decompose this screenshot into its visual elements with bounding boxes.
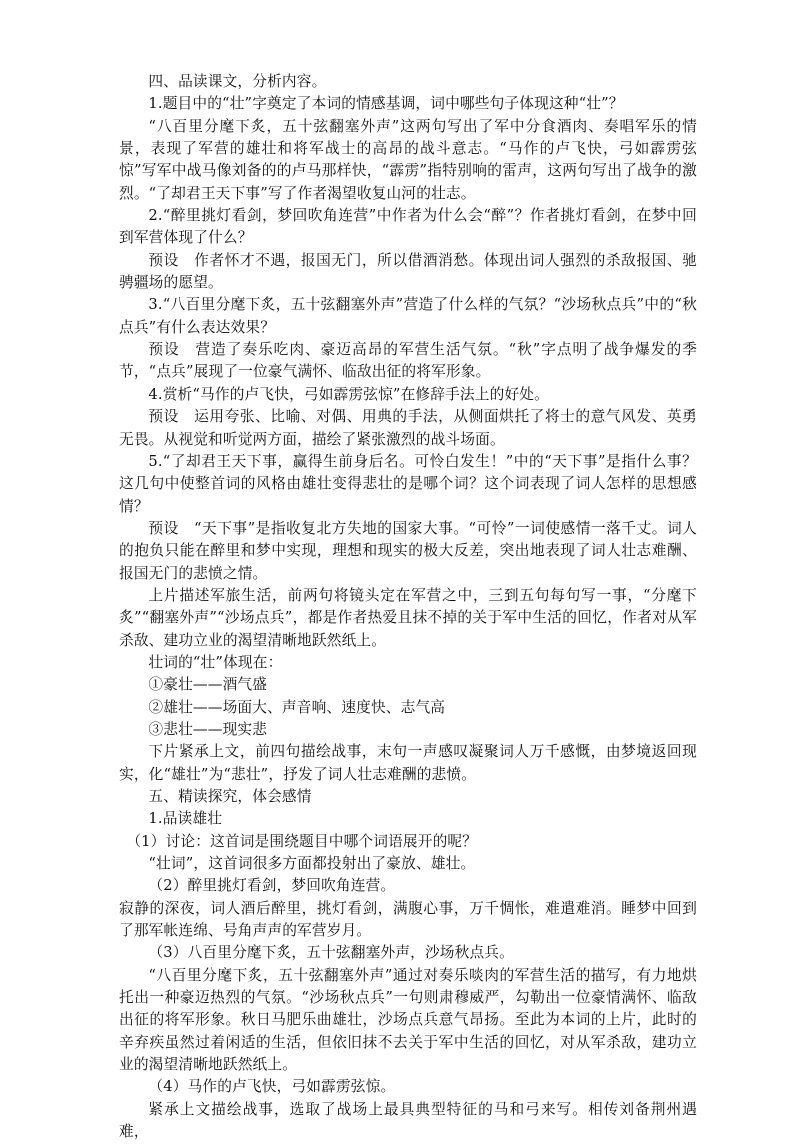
list-item: ③悲壮——现实悲 [148,720,268,738]
question-2: 2.“醉里挑灯看剑，梦回吹角连营”中作者为什么会“醉”？作者挑灯看剑，在梦中回到军营体现了什么？ [119,207,697,247]
discussion-item: （1）讨论：这首词是围绕题目中哪个词语展开的呢？ [126,832,478,850]
list-item: ②雄壮——场面大、声音响、速度快、志气高 [148,698,446,716]
section-heading: 五、精读探究，体会感情 [148,788,312,805]
discussion-item: （2）醉里挑灯看剑，梦回吹角连营。 [148,877,396,895]
question-3: 3.“八百里分麾下炙，五十弦翻塞外声”营造了什么样的气氛？“沙场秋点兵”中的“秋点兵”有什么表达效果？ [119,296,697,336]
list-item: ①豪壮——酒气盛 [148,676,268,694]
question-4: 4.赏析“马作的卢飞快，弓如霹雳弦惊”在修辞手法上的好处。 [148,385,549,403]
question-1: 1.题目中的“壮”字奠定了本词的情感基调，词中哪些句子体现这种“壮”？ [148,95,624,113]
discussion-item: （3）八百里分麾下炙，五十弦翻塞外声，沙场秋点兵。 [148,944,514,962]
preset-answer: 预设 作者怀才不遇，报国无门，所以借酒消愁。体现出词人强烈的杀敌报国、驰骋疆场的愿望。 [119,251,697,292]
body-paragraph: “八百里分麾下炙，五十弦翻塞外声”通过对奏乐啖肉的军营生活的描写，有力地烘托出一种豪迈热烈的气氛。“沙场秋点兵”一句则肃穆威严，勾勒出一位豪情满怀、临敌出征的将军形象。秋日马肥乐曲雄壮，沙场点兵意气昂扬。至此为本词的上片，此时的辛弃疾虽然过着闲适的生活，但依旧抹不去关于军中生活的回忆，对从军杀敌，建功立业的渴望清晰地跃然纸上。 [119,966,697,1074]
subsection-heading: 1.品读雄壮 [148,810,223,828]
preset-answer: 预设 “天下事”是指收复北方失地的国家大事。“可怜”一词使感情一落千丈。词人的抱负只能在醉里和梦中实现，理想和现实的极大反差，突出地表现了词人壮志难酬、报国无门的悲愤之情。 [119,519,697,582]
list-heading: 壮词的“壮”体现在： [148,653,283,671]
body-paragraph: “壮词”，这首词很多方面都投射出了豪放、雄壮。 [148,855,476,873]
preset-answer: 预设 运用夸张、比喻、对偶、用典的手法，从侧面烘托了将士的意气风发、英勇无畏。从视觉和听觉两方面，描绘了紧张激烈的战斗场面。 [119,408,697,448]
question-5: 5.“了却君王天下事，赢得生前身后名。可怜白发生！”中的“天下事”是指什么事？这几句中使整首词的风格由雄壮变得悲壮的是哪个词？这个词表现了词人怎样的思想感情？ [119,452,697,515]
body-paragraph: 上片描述军旅生活，前两句将镜头定在军营之中，三到五句每句写一事，“分麾下炙”“翻塞外声”“沙场点兵”，都是作者热爱且抹不掉的关于军中生活的回忆，作者对从军杀敌、建功立业的渴望清晰地跃然纸上。 [119,586,697,649]
document-body [119,71,697,1144]
body-paragraph: 紧承上文描绘战事，选取了战场上最具典型特征的马和弓来写。相传刘备荆州遇难， [119,1100,697,1141]
preset-answer: 预设 营造了奏乐吃肉、豪迈高昂的军营生活气氛。“秋”字点明了战争爆发的季节，“点兵”展现了一位豪气满怀、临敌出征的将军形象。 [119,341,697,381]
body-paragraph: 下片紧承上文，前四句描绘战事，末句一声感叹凝聚词人万千感慨，由梦境返回现实，化“雄壮”为“悲壮”，抒发了词人壮志难酬的悲愤。 [119,743,697,783]
section-heading: 四、品读课文，分析内容。 [148,73,327,90]
body-paragraph: 寂静的深夜，词人酒后醉里，挑灯看剑，满腹心事，万千惆怅，难遣难消。睡梦中回到了那军帐连绵、号角声声的军营岁月。 [119,899,697,940]
answer-paragraph: “八百里分麾下炙，五十弦翻塞外声”这两句写出了军中分食酒肉、奏唱军乐的情景，表现了军营的雄壮和将军战士的高昂的战斗意志。“马作的卢飞快，弓如霹雳弦惊”写军中战马像刘备的的卢马那样快，“霹雳”指特别响的雷声，这两句写出了战争的激烈。“了却君王天下事”写了作者渴望收复山河的壮志。 [119,117,697,202]
discussion-item: （4）马作的卢飞快，弓如霹雳弦惊。 [148,1078,396,1096]
